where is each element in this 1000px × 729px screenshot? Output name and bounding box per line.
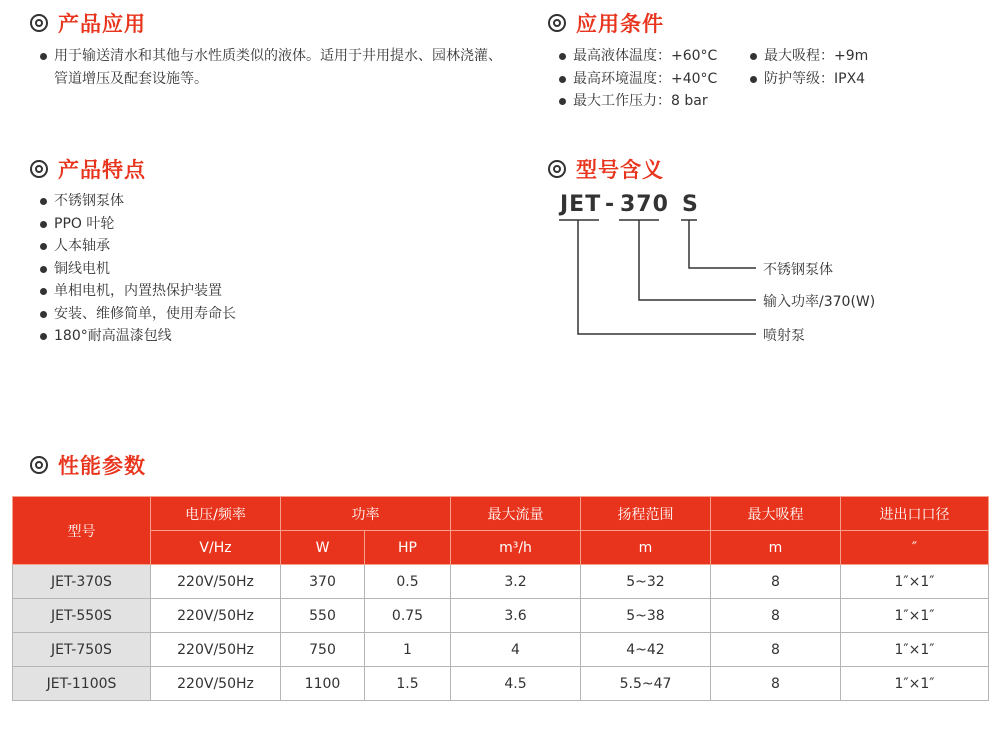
cell: 1: [365, 633, 451, 667]
performance-title: 性能参数: [58, 454, 146, 478]
cell: 220V/50Hz: [151, 565, 281, 599]
cell: 8: [711, 599, 841, 633]
cell: 550: [281, 599, 365, 633]
header-max-flow: 最大流量: [451, 497, 581, 531]
unit-cell: m: [581, 531, 711, 565]
cell: 4: [451, 633, 581, 667]
condition-max-pressure: 最大工作压力：8 bar: [573, 93, 708, 109]
cell: 750: [281, 633, 365, 667]
cell: 4.5: [451, 667, 581, 701]
cell: 3.2: [451, 565, 581, 599]
cell-model: JET-750S: [13, 633, 151, 667]
cell: 1″×1″: [841, 633, 989, 667]
model-meaning-title: 型号含义: [576, 158, 664, 182]
cell: 5~38: [581, 599, 711, 633]
unit-cell: V/Hz: [151, 531, 281, 565]
feature-item: 安装、维修简单，使用寿命长: [38, 303, 236, 326]
table-row: [13, 633, 989, 667]
unit-cell: ″: [841, 531, 989, 565]
feature-item: PPO 叶轮: [38, 213, 236, 236]
cell-model: JET-550S: [13, 599, 151, 633]
header-port: 进出口口径: [841, 497, 989, 531]
header-voltage: 电压/频率: [151, 497, 281, 531]
header-power: 功率: [281, 497, 451, 531]
feature-item: 不锈钢泵体: [38, 190, 236, 213]
cell: 220V/50Hz: [151, 633, 281, 667]
cell-model: JET-1100S: [13, 667, 151, 701]
table-header-row: [13, 497, 989, 531]
cell: 1100: [281, 667, 365, 701]
table-row: [13, 667, 989, 701]
cell: 370: [281, 565, 365, 599]
condition-max-suction: 最大吸程：+9m: [748, 45, 868, 68]
cell: 4~42: [581, 633, 711, 667]
cell-model: JET-370S: [13, 565, 151, 599]
header-head: 扬程范围: [581, 497, 711, 531]
cell: 5.5~47: [581, 667, 711, 701]
feature-item: 单相电机，内置热保护装置: [38, 280, 236, 303]
performance-table: [12, 496, 989, 701]
feature-item: 人本轴承: [38, 235, 236, 258]
unit-cell: HP: [365, 531, 451, 565]
circle-bullet-icon: [30, 456, 48, 474]
features-title: 产品特点: [58, 158, 146, 182]
conditions-title: 应用条件: [576, 12, 664, 36]
model-code-material: S: [682, 192, 699, 217]
cell: 8: [711, 565, 841, 599]
model-code-power: 370: [620, 192, 669, 217]
cell: 0.5: [365, 565, 451, 599]
unit-cell: m³/h: [451, 531, 581, 565]
condition-protection: 防护等级：IPX4: [748, 68, 868, 91]
cell: 1″×1″: [841, 667, 989, 701]
feature-item: 铜线电机: [38, 258, 236, 281]
table-row: [13, 599, 989, 633]
model-code-series: JET: [560, 192, 602, 217]
header-max-suction: 最大吸程: [711, 497, 841, 531]
condition-ambient-temp: 最高环境温度：+40°C: [573, 70, 718, 87]
cell: 220V/50Hz: [151, 599, 281, 633]
unit-cell: m: [711, 531, 841, 565]
cell: 1″×1″: [841, 565, 989, 599]
condition-liquid-temp: 最高液体温度：+60°C: [573, 48, 718, 64]
application-title: 产品应用: [58, 12, 146, 36]
model-label-material: 不锈钢泵体: [763, 262, 833, 278]
table-unit-row: [13, 531, 989, 565]
model-code-dash: -: [605, 192, 616, 217]
model-label-power: 输入功率/370(W): [763, 294, 876, 310]
cell: 220V/50Hz: [151, 667, 281, 701]
model-label-type: 喷射泵: [763, 328, 805, 344]
cell: 0.75: [365, 599, 451, 633]
cell: 5~32: [581, 565, 711, 599]
table-row: [13, 565, 989, 599]
cell: 8: [711, 667, 841, 701]
unit-cell: W: [281, 531, 365, 565]
header-model: 型号: [13, 497, 151, 565]
section-title-performance: [30, 450, 146, 480]
cell: 3.6: [451, 599, 581, 633]
cell: 1.5: [365, 667, 451, 701]
cell: 1″×1″: [841, 599, 989, 633]
feature-item: 180°耐高温漆包线: [38, 325, 236, 348]
application-item: 用于输送清水和其他与水性质类似的液体。适用于井用提水、园林浇灌、管道增压及配套设施等。: [38, 45, 508, 90]
cell: 8: [711, 633, 841, 667]
